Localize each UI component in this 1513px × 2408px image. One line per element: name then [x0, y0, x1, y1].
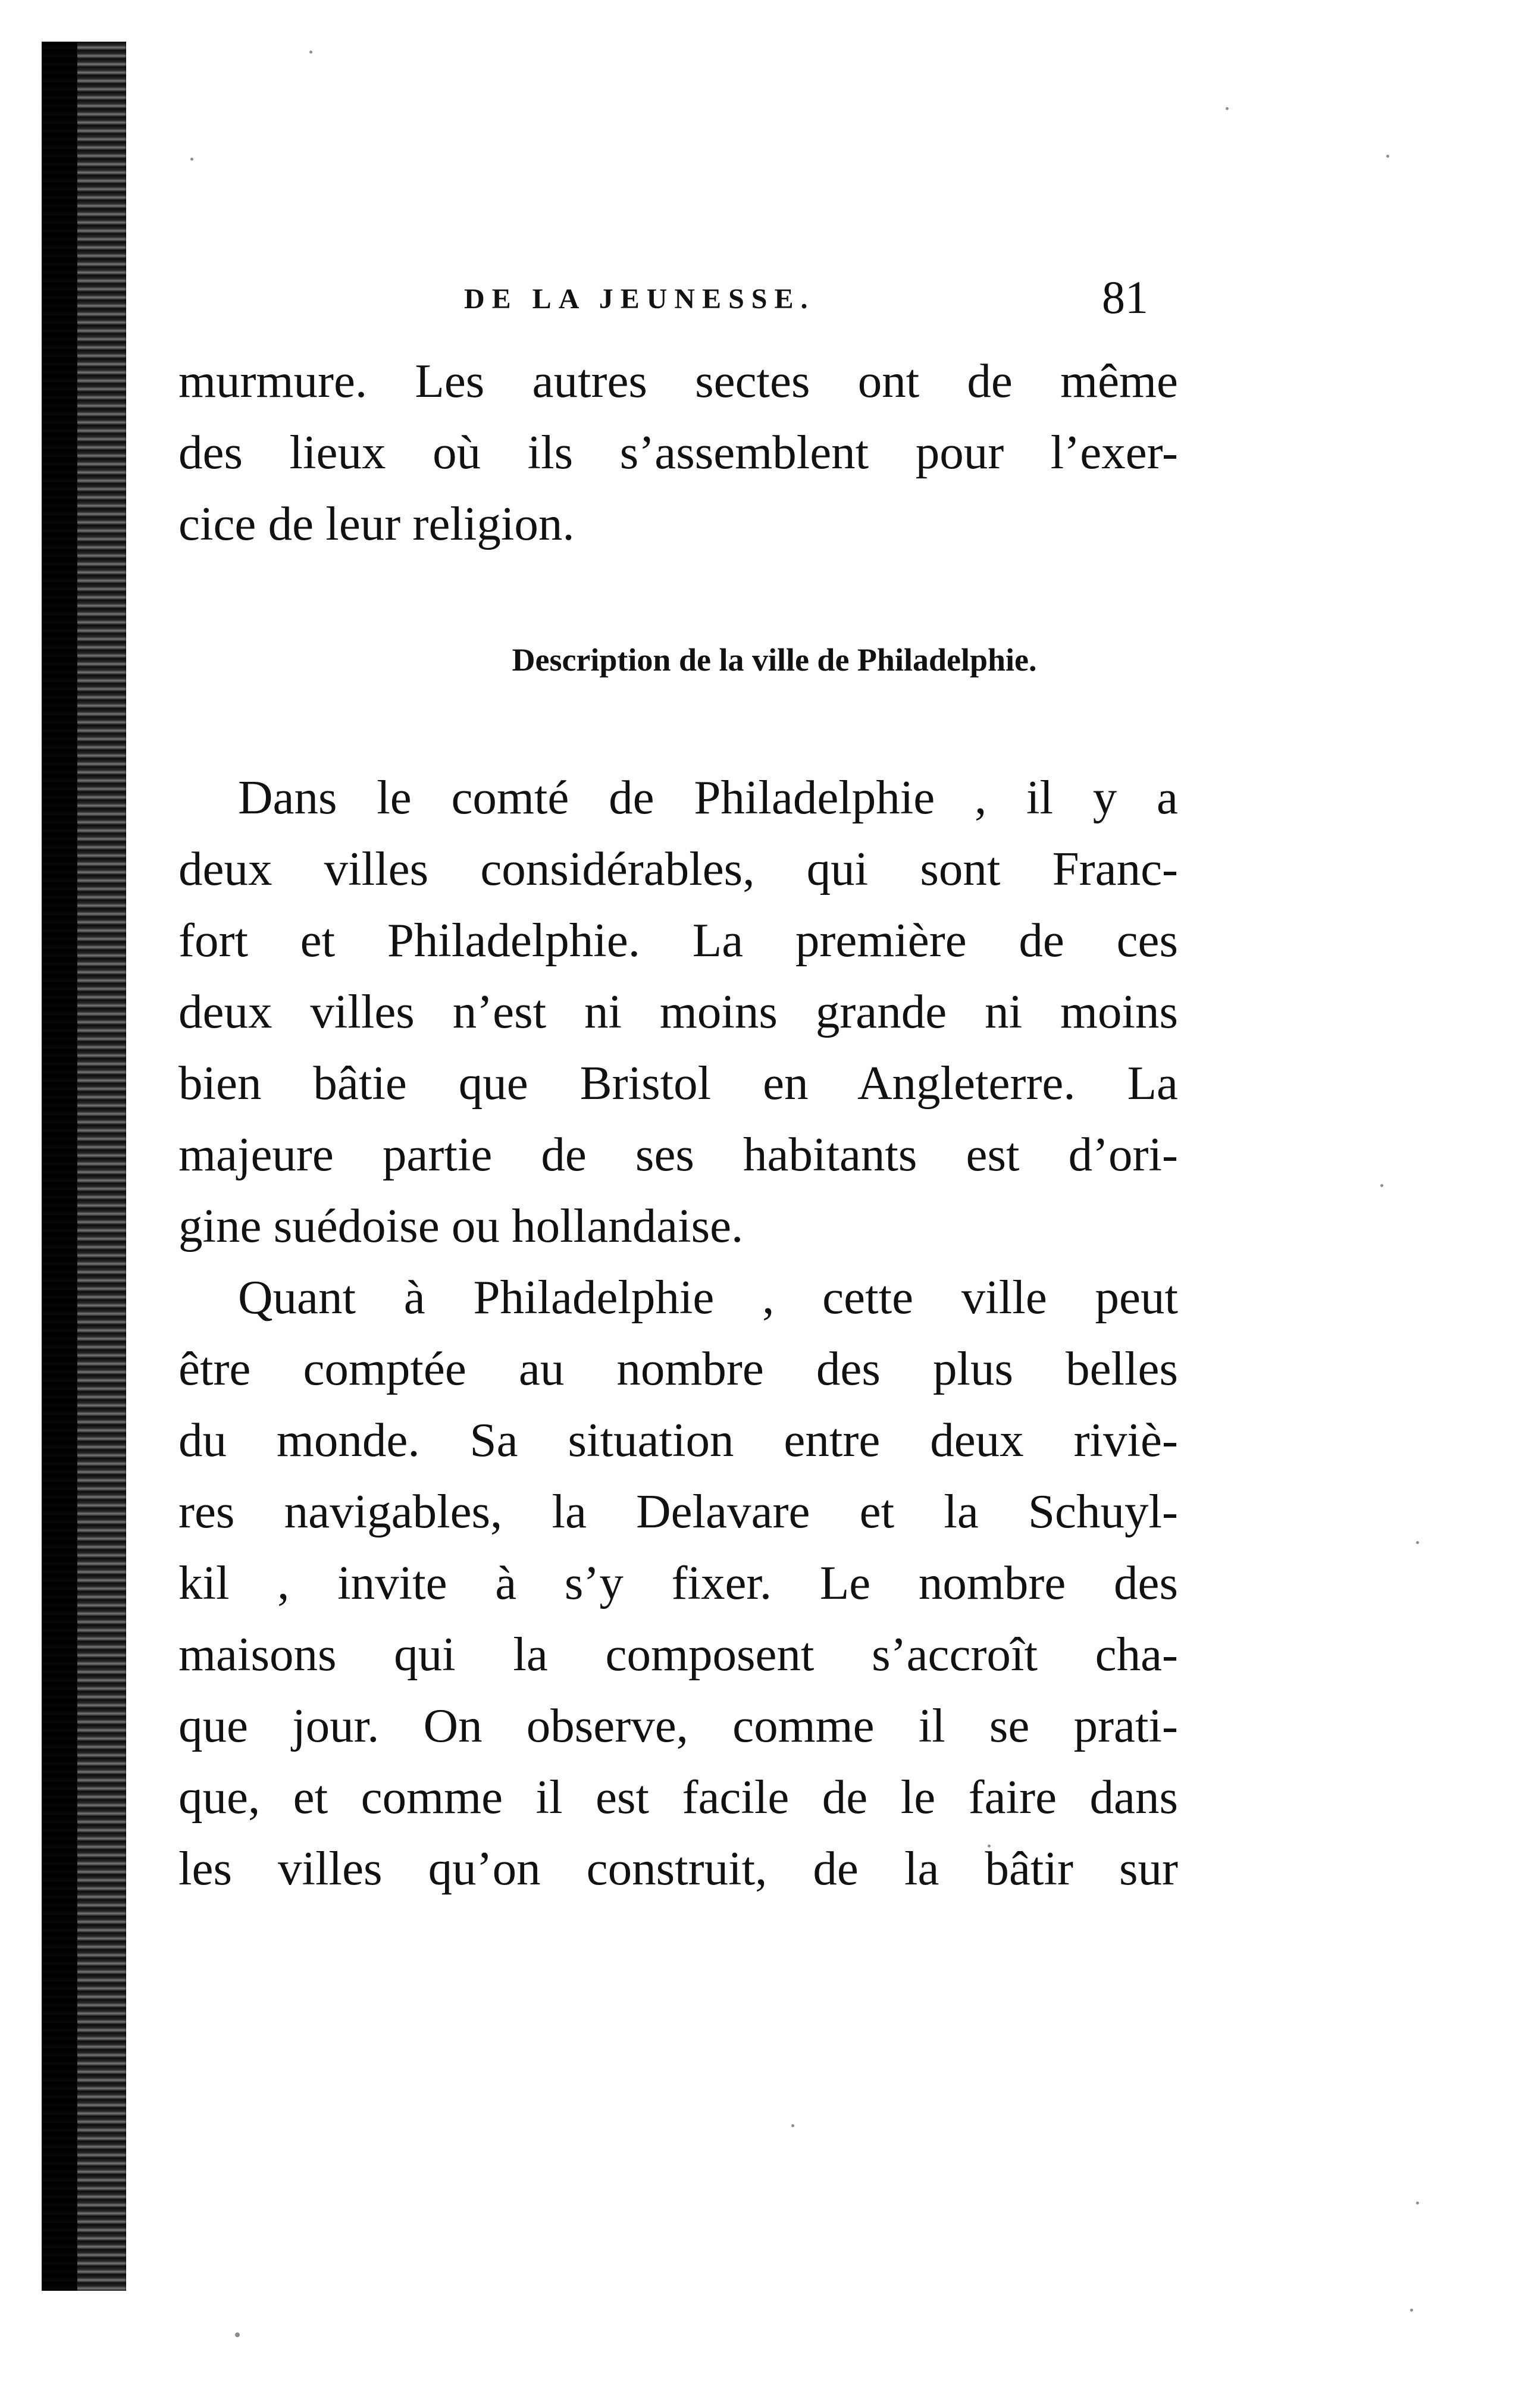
text-line: res navigables, la Delavare et la Schuyl-: [178, 1485, 1178, 1538]
text-line: murmure. Les autres sectes ont de même: [178, 354, 1178, 408]
scan-speck: [1416, 2202, 1419, 2205]
scan-speck: [1386, 155, 1389, 158]
text-line: des lieux où ils s’assemblent pour l’exer-: [178, 425, 1178, 479]
binding-edge: [42, 42, 126, 2291]
scan-speck: [1380, 1184, 1383, 1187]
text-line: cice de leur religion.: [178, 497, 575, 550]
text-line: du monde. Sa situation entre deux riviè-: [178, 1413, 1178, 1467]
text-line: gine suédoise ou hollandaise.: [178, 1199, 744, 1252]
text-line: que jour. On observe, comme il se prati-: [178, 1699, 1178, 1752]
text-line: Quant à Philadelphie , cette ville peut: [238, 1270, 1178, 1324]
scan-speck: [235, 2332, 240, 2337]
text-line: Dans le comté de Philadelphie , il y a: [238, 771, 1178, 824]
scan-speck: [190, 158, 193, 161]
text-line: que, et comme il est facile de le faire dans: [178, 1770, 1178, 1824]
text-line: kil , invite à s’y fixer. Le nombre des: [178, 1556, 1178, 1609]
scan-speck: [1416, 1541, 1419, 1544]
scan-speck: [1410, 2309, 1413, 2312]
text-line: majeure partie de ses habitants est d’ori-: [178, 1128, 1178, 1181]
paragraph-1: [178, 762, 1178, 1261]
text-line: être comptée au nombre des plus belles: [178, 1342, 1178, 1395]
scan-speck: [791, 2124, 794, 2127]
page-header: [464, 271, 1148, 342]
text-line: les villes qu’on construit, de la bâtir sur: [178, 1842, 1178, 1895]
text-line: bien bâtie que Bristol en Angleterre. La: [178, 1056, 1178, 1110]
running-head: DE LA JEUNESSE.: [464, 283, 815, 315]
text-line: maisons qui la composent s’accroît cha-: [178, 1627, 1178, 1681]
scan-speck: [309, 51, 312, 54]
section-title: Description de la ville de Philadelphie.: [512, 642, 1037, 678]
text-line: fort et Philadelphie. La première de ces: [178, 913, 1178, 967]
text-line: deux villes n’est ni moins grande ni moins: [178, 985, 1178, 1038]
continuation-text: [178, 345, 1178, 559]
scan-speck: [1226, 107, 1229, 110]
page-number: 81: [1102, 271, 1148, 323]
paragraph-2: [178, 1261, 1178, 1904]
text-line: deux villes considérables, qui sont Franc-: [178, 842, 1178, 895]
